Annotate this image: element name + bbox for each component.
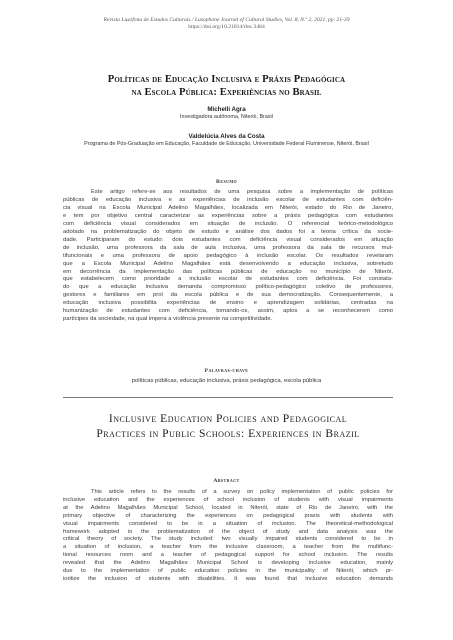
abstract-line: ioritize the inclusion of students with disabilities. It was found that inclusive education demands [63, 575, 393, 582]
author-name: Michelli Agra [207, 106, 246, 113]
resumo-line: partícipes da sociedade, na qual impera a violência presente na competitividade. [63, 316, 273, 323]
resumo-line: que a Escola Municipal Adelino Magalhães está desenvolvendo a educação inclusiva, sobretudo [63, 260, 393, 267]
resumo-line: do que a educação inclusiva demanda compromisso político-pedagógico coletivo de professores, [63, 284, 393, 291]
abstract-line: at the Adelino Magalhães Municipal School, located in Niterói, state of Rio de Janeiro, with the [63, 504, 393, 511]
resumo-line: e tem por objetivo central caracterizar as experiências sobre a práxis pedagógica com estudantes [63, 212, 393, 219]
resumo-line: públicas de educação inclusiva e as experiências de inclusão escolar de estudantes com deficiên- [63, 196, 393, 203]
keywords-list: políticas públicas, educação inclusiva, práxis pedagógica, escola pública [131, 378, 322, 384]
doi-link[interactable]: https://doi.org/10.21814/rlec.3484 [188, 24, 265, 31]
resumo-line: tifuncionais e uma professora de apoio pedagógico à inclusão escolar. Os resultados revelaram [63, 252, 393, 259]
resumo-line: educação inclusiva possibilita experiências de ensino e aprendizagem solidárias, centradas na [63, 300, 393, 307]
resumo-line: em decorrência da implementação das políticas públicas de educação no município de Niterói, [63, 268, 393, 275]
abstract-line: visual impairments considered to be in a situation of inclusion. The theoretical-methodological [63, 520, 393, 527]
resumo-line: com deficiência visual considerados em situação de inclusão. O referencial teórico-metodológico [63, 220, 393, 227]
article-title-english [48, 411, 408, 441]
abstract-line: inclusive education and the experiences of school inclusion of students with visual impairments [63, 496, 393, 503]
abstract-line: framework adopted in the problematization of the object of study and data analysis was the [63, 528, 393, 535]
abstract-line: This article refers to the results of a survey on policy implementation of public policies for [91, 489, 393, 495]
section-divider [63, 397, 393, 398]
running-header [0, 17, 453, 32]
title-en-line-1: Inclusive Education Policies and Pedagogical [108, 412, 348, 425]
title-pt-line-2: na Escola Pública: Experiências no Brasil [131, 87, 322, 99]
abstract-line: critical theory of society. The study included: two visually impaired students considered to be in [63, 536, 393, 543]
abstract-heading: Abstract [213, 478, 240, 484]
article-title-portuguese [30, 73, 423, 100]
resumo-line: adotado na problematização do objeto de estudo e análise dos dados foi a teoria crítica da socie- [63, 228, 393, 235]
resumo-body [63, 189, 393, 324]
abstract-body [63, 489, 393, 584]
abstract-line: tional resources room and a teacher of pedagogical support for school inclusion. The results [63, 552, 393, 559]
resumo-line: humanização de estudantes com deficiência, tornando-os, assim, aptos a se reconhecerem como [63, 308, 393, 315]
author-affiliation: Programa de Pós-Graduação em Educação, Faculdade de Educação, Universidade Federal Fluminense, Niterói, Brasil [84, 141, 369, 147]
resumo-line: dade. Participaram do estudo: dois estudantes com deficiência visual considerados em situação [63, 236, 393, 243]
keywords-heading: Palavras-chave [204, 368, 249, 374]
abstract-line: a situation of inclusion, a teacher from the inclusive classroom, a teacher from the multifunc- [63, 544, 393, 551]
abstract-line: due to the implementation of public education policies in the municipality of Niterói, which pr- [63, 568, 393, 575]
resumo-line: que estabelecem como prioridade a inclusão escolar de estudantes com deficiência. Foi constata- [63, 276, 393, 283]
resumo-line: cia visual na Escola Municipal Adelino Magalhães, localizada em Niterói, estado do Rio de Janeiro, [63, 204, 393, 211]
resumo-line: gestores e familiares em prol da escola pública e de sua democratização. Consequentemente, a [63, 292, 393, 299]
abstract-line: revealed that the Adelino Magalhães Municipal School is developing inclusive education, mainly [63, 560, 393, 567]
resumo-line: Este artigo refere-se aos resultados de uma pesquisa sobre a implementação de políticas [91, 189, 393, 195]
resumo-heading: Resumo [215, 179, 238, 185]
abstract-line: primary objective of characterizing the experiences on pedagogical praxis with students with [63, 512, 393, 519]
title-pt-line-1: Políticas de Educação Inclusiva e Práxis Pedagógica [107, 74, 346, 85]
author-block-2 [0, 133, 453, 148]
author-affiliation: Investigadora autônoma, Niterói, Brasil [180, 114, 273, 120]
resumo-line: de inclusão, uma professora da sala de aula inclusiva, uma professora da sala de recursos mul- [63, 244, 393, 251]
title-en-line-2: Practices in Public Schools: Experiences in Brazil [96, 427, 360, 440]
journal-citation: Revista Lusófona de Estudos Culturais / Lusophone Journal of Cultural Studies, Vol. 8, N.º 2, 2021, pp. 21-39 [103, 17, 350, 23]
author-name: Valdelúcia Alves da Costa [188, 133, 265, 140]
author-block-1 [0, 106, 453, 121]
